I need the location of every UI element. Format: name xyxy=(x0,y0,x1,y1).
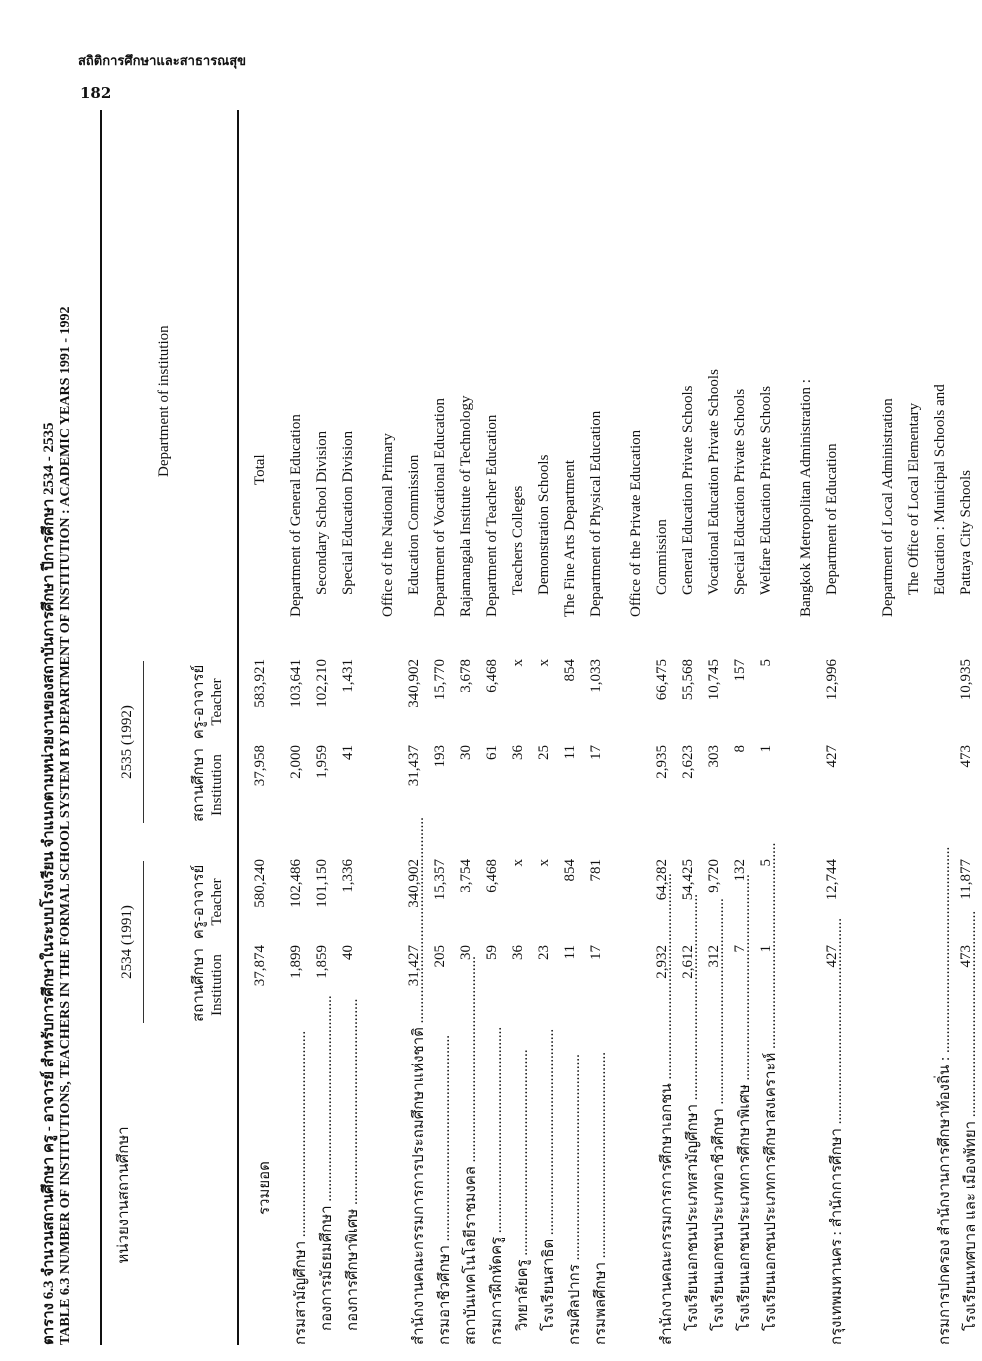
row-label-thai: โรงเรียนสาธิต ..... xyxy=(536,1071,560,1331)
table-row xyxy=(822,115,848,1345)
teachers-1992-cell: x xyxy=(536,659,552,667)
row-label-english: Total xyxy=(252,454,268,485)
teachers-1991-cell: 12,744 xyxy=(824,859,840,901)
teachers-1991-cell: 781 xyxy=(588,859,604,882)
row-label-thai: กรมสามัญศึกษา ..... xyxy=(288,1085,312,1345)
header-institution-thai: สถานศึกษา xyxy=(191,948,207,1022)
teachers-1991-cell: 9,720 xyxy=(706,859,722,893)
row-label-thai: โรงเรียนเอกชนประเภทการศึกษาสงเคราะห์ ..... xyxy=(758,1071,782,1331)
teachers-1991-cell: 132 xyxy=(732,859,748,882)
institutions-1991-cell: 30 xyxy=(458,945,474,960)
institutions-1992-cell: 41 xyxy=(340,745,356,760)
table-row xyxy=(904,115,930,1345)
table-row xyxy=(250,115,276,1345)
institutions-1991-cell: 7 xyxy=(732,945,748,953)
institutions-1991-cell: 31,427 xyxy=(406,945,422,987)
row-label-english: Special Education Division xyxy=(340,430,356,595)
institutions-1991-cell: 59 xyxy=(484,945,500,960)
teachers-1991-cell: 6,468 xyxy=(484,859,500,893)
row-label-english: Department of Vocational Education xyxy=(432,398,448,617)
teachers-1992-cell: 3,678 xyxy=(458,659,474,693)
row-label-thai: กองการมัธยมศึกษา ..... xyxy=(314,1071,338,1331)
table-row xyxy=(430,115,456,1345)
header-teacher-1991 xyxy=(190,859,226,945)
header-teacher-1992 xyxy=(190,659,226,745)
teachers-1992-cell: 1,033 xyxy=(588,659,604,693)
table-row xyxy=(482,115,508,1345)
row-label-english: Department of Physical Education xyxy=(588,410,604,617)
row-label-thai: สำนักงานคณะกรรมการการประถมศึกษาแห่งชาติ ..... xyxy=(406,1085,430,1345)
row-label-english: Pattaya City Schools xyxy=(958,470,974,595)
row-label-thai: โรงเรียนเทศบาล และ เมืองพัทยา ..... xyxy=(958,1071,982,1331)
teachers-1992-cell: 6,468 xyxy=(484,659,500,693)
table-row xyxy=(286,115,312,1345)
institutions-1992-cell: 30 xyxy=(458,745,474,760)
institutions-1991-cell: 1 xyxy=(758,945,774,953)
teachers-1991-cell: 64,282 xyxy=(654,859,670,901)
teachers-1991-cell: x xyxy=(536,859,552,867)
teachers-1991-cell: 340,902 xyxy=(406,859,422,908)
teachers-1992-cell: 854 xyxy=(562,659,578,682)
institutions-1992-cell: 17 xyxy=(588,745,604,760)
institutions-1992-cell: 25 xyxy=(536,745,552,760)
teachers-1991-cell: 5 xyxy=(758,859,774,867)
row-label-english: Rajamangala Institute of Technology xyxy=(458,395,474,617)
row-label-english: Secondary School Division xyxy=(314,430,330,595)
row-label-english: Department of Local Administration xyxy=(880,398,896,617)
row-label-english: Department of Teacher Education xyxy=(484,414,500,617)
teachers-1992-cell: 102,210 xyxy=(314,659,330,708)
row-label-thai: สำนักงานคณะกรรมการการศึกษาเอกชน ..... xyxy=(654,1085,678,1345)
row-label-english: General Education Private Schools xyxy=(680,385,696,595)
table-row xyxy=(404,115,430,1345)
teachers-1991-cell: x xyxy=(510,859,526,867)
institutions-1992-cell: 11 xyxy=(562,745,578,760)
institutions-1992-cell: 31,437 xyxy=(406,745,422,787)
institutions-1992-cell: 303 xyxy=(706,745,722,768)
institutions-1991-cell: 2,932 xyxy=(654,945,670,979)
table-row xyxy=(704,115,730,1345)
teachers-1992-cell: 1,431 xyxy=(340,659,356,693)
row-label-thai: กรมพลศึกษา ..... xyxy=(588,1085,612,1345)
table-row xyxy=(534,115,560,1345)
header-year-1991: 2534 (1991) xyxy=(119,905,135,979)
institutions-1991-cell: 427 xyxy=(824,945,840,968)
institutions-1991-cell: 37,874 xyxy=(252,945,268,987)
table-title-english: TABLE 6.3 NUMBER OF INSTITUTIONS, TEACHERS IN THE FORMAL SCHOOL SYSTEM BY DEPARTMENT OF INSTITUTION : ACADEMIC YEARS 1991 - 1992 xyxy=(58,306,73,1345)
header-institution-1992 xyxy=(190,745,226,825)
row-label-english: Teachers Colleges xyxy=(510,485,526,595)
teachers-1992-cell: 340,902 xyxy=(406,659,422,708)
table-row xyxy=(678,115,704,1345)
header-teacher-thai: ครู-อาจารย์ xyxy=(191,864,207,940)
teachers-1992-cell: 55,568 xyxy=(680,659,696,701)
table-row xyxy=(730,115,756,1345)
row-label-english: Demonstration Schools xyxy=(536,454,552,595)
row-label-english: Welfare Education Private Schools xyxy=(758,385,774,595)
institutions-1992-cell: 1,959 xyxy=(314,745,330,779)
table-row xyxy=(652,115,678,1345)
institutions-1992-cell: 8 xyxy=(732,745,748,753)
row-label-english: Office of the National Primary xyxy=(380,433,396,617)
institutions-1991-cell: 205 xyxy=(432,945,448,968)
institutions-1991-cell: 40 xyxy=(340,945,356,960)
table-row xyxy=(878,115,904,1345)
institutions-1991-cell: 23 xyxy=(536,945,552,960)
row-label-thai: กรมการฝึกหัดครู ..... xyxy=(484,1085,508,1345)
table-title-thai: ตาราง 6.3 จำนวนสถานศึกษา ครู - อาจารย์ สำหรับการศึกษาในระบบโรงเรียน จำแนกตามหน่วยงานของสถาบันการศึกษา ปีการศึกษา 2534 - 2535 xyxy=(41,422,57,1345)
row-label-english: Department of General Education xyxy=(288,414,304,617)
row-label-thai: รวมยอด xyxy=(257,1161,273,1215)
institutions-1992-cell: 1 xyxy=(758,745,774,753)
header-institution-english: Institution xyxy=(209,754,225,816)
table-row xyxy=(508,115,534,1345)
table-row xyxy=(796,115,822,1345)
institutions-1992-cell: 473 xyxy=(958,745,974,768)
table-row xyxy=(956,115,982,1345)
header-teacher-english: Teacher xyxy=(209,878,225,926)
institutions-1991-cell: 473 xyxy=(958,945,974,968)
table-row xyxy=(338,115,364,1345)
teachers-1991-cell: 580,240 xyxy=(252,859,268,908)
header-institution-1991 xyxy=(190,945,226,1025)
institutions-1992-cell: 37,958 xyxy=(252,745,268,787)
teachers-1991-cell: 1,336 xyxy=(340,859,356,893)
teachers-1992-cell: 66,475 xyxy=(654,659,670,701)
row-label-thai: โรงเรียนเอกชนประเภทการศึกษาพิเศษ ..... xyxy=(732,1071,756,1331)
header-department-english: Department of institution xyxy=(156,325,172,477)
row-label-english: Commission xyxy=(654,519,670,595)
table-row xyxy=(930,115,956,1345)
institutions-1991-cell: 17 xyxy=(588,945,604,960)
institutions-1992-cell: 2,935 xyxy=(654,745,670,779)
header-department-thai: หน่วยงานสถานศึกษา xyxy=(116,1126,132,1264)
teachers-1991-cell: 11,877 xyxy=(958,859,974,900)
teachers-1992-cell: 157 xyxy=(732,659,748,682)
year-1991-underline xyxy=(143,861,144,1023)
teachers-1992-cell: x xyxy=(510,659,526,667)
header-year-1992: 2535 (1992) xyxy=(119,705,135,779)
teachers-1992-cell: 583,921 xyxy=(252,659,268,708)
institutions-1992-cell: 61 xyxy=(484,745,500,760)
row-label-english: Special Education Private Schools xyxy=(732,388,748,595)
row-label-english: Bangkok Metropolitan Administration : xyxy=(798,379,814,617)
row-label-thai: สถาบันเทคโนโลยีราชมงคล ..... xyxy=(458,1085,482,1345)
row-label-thai: โรงเรียนเอกชนประเภทสามัญศึกษา ..... xyxy=(680,1071,704,1331)
institutions-1991-cell: 1,899 xyxy=(288,945,304,979)
table-row xyxy=(456,115,482,1345)
teachers-1991-cell: 101,150 xyxy=(314,859,330,908)
row-label-thai: กรมการปกครอง สำนักงานการศึกษาท้องถิ่น : ..... xyxy=(932,1085,956,1345)
row-label-english: The Fine Arts Department xyxy=(562,459,578,617)
table-row xyxy=(756,115,782,1345)
teachers-1992-cell: 103,641 xyxy=(288,659,304,708)
row-label-english: Education : Municipal Schools and xyxy=(932,384,948,595)
institutions-1992-cell: 2,000 xyxy=(288,745,304,779)
row-label-thai: โรงเรียนเอกชนประเภทอาชีวศึกษา ..... xyxy=(706,1071,730,1331)
header-teacher-english: Teacher xyxy=(209,678,225,726)
rotated-table-page xyxy=(30,115,979,1345)
top-rule xyxy=(100,110,102,1345)
institutions-1991-cell: 1,859 xyxy=(314,945,330,979)
row-label-english: Office of the Private Education xyxy=(628,429,644,617)
teachers-1991-cell: 854 xyxy=(562,859,578,882)
row-label-english: The Office of Local Elementary xyxy=(906,402,922,595)
row-label-thai: กรมอาชีวศึกษา ..... xyxy=(432,1085,456,1345)
teachers-1991-cell: 54,425 xyxy=(680,859,696,901)
table-row xyxy=(312,115,338,1345)
table-row xyxy=(586,115,612,1345)
teachers-1992-cell: 10,745 xyxy=(706,659,722,701)
institutions-1992-cell: 2,623 xyxy=(680,745,696,779)
institutions-1992-cell: 193 xyxy=(432,745,448,768)
header-institution-thai: สถานศึกษา xyxy=(191,748,207,822)
row-label-thai: กรมศิลปากร ..... xyxy=(562,1085,586,1345)
teachers-1992-cell: 15,770 xyxy=(432,659,448,701)
year-1992-underline xyxy=(143,661,144,823)
institutions-1991-cell: 2,612 xyxy=(680,945,696,979)
table-row xyxy=(560,115,586,1345)
row-label-english: Vocational Education Private Schools xyxy=(706,369,722,595)
institutions-1991-cell: 11 xyxy=(562,945,578,960)
teachers-1991-cell: 3,754 xyxy=(458,859,474,893)
row-label-thai: วิทยาลัยครู ..... xyxy=(510,1071,534,1331)
table-row xyxy=(378,115,404,1345)
teachers-1991-cell: 102,486 xyxy=(288,859,304,908)
row-label-thai: กรุงเทพมหานคร : สำนักการศึกษา ..... xyxy=(824,1085,848,1345)
row-label-english: Education Commission xyxy=(406,454,422,595)
header-bottom-rule xyxy=(237,110,239,1345)
header-institution-english: Institution xyxy=(209,954,225,1016)
page-number: 182 xyxy=(80,84,112,102)
row-label-thai: กองการศึกษาพิเศษ ..... xyxy=(340,1071,364,1331)
header-teacher-thai: ครู-อาจารย์ xyxy=(191,664,207,740)
row-label-english: Department of Education xyxy=(824,443,840,595)
teachers-1991-cell: 15,357 xyxy=(432,859,448,901)
institutions-1991-cell: 312 xyxy=(706,945,722,968)
table-row xyxy=(626,115,652,1345)
running-head: สถิติการศึกษาและสาธารณสุข xyxy=(78,54,247,69)
teachers-1992-cell: 12,996 xyxy=(824,659,840,701)
teachers-1992-cell: 10,935 xyxy=(958,659,974,701)
teachers-1992-cell: 5 xyxy=(758,659,774,667)
institutions-1992-cell: 36 xyxy=(510,745,526,760)
institutions-1992-cell: 427 xyxy=(824,745,840,768)
institutions-1991-cell: 36 xyxy=(510,945,526,960)
